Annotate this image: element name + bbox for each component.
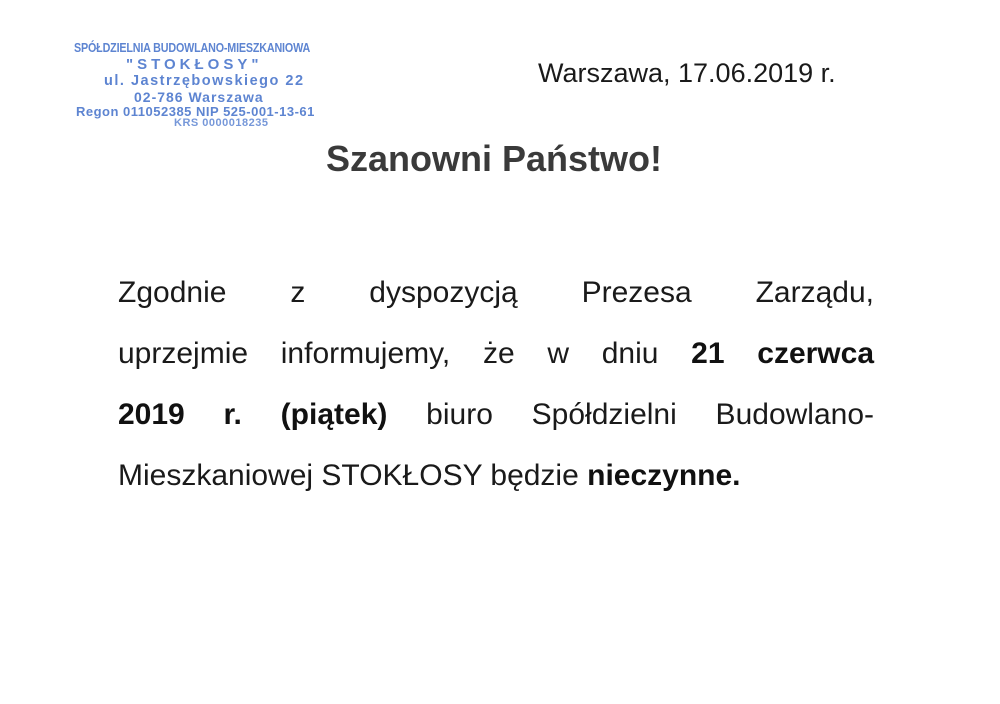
- body-line-2: [118, 323, 874, 384]
- closure-date-day: 21 czerwca: [691, 337, 875, 370]
- stamp-line-regon-nip: Regon 011052385 NIP 525-001-13-61: [76, 103, 315, 119]
- notice-body: [118, 262, 874, 506]
- body-line-1: [118, 262, 874, 323]
- body-line-4-text: Mieszkaniowej STOKŁOSY będzie: [118, 459, 588, 492]
- greeting-heading: [0, 138, 1000, 180]
- stamp-line-krs: KRS 0000018235: [174, 117, 269, 130]
- body-line-2-text: uprzejmie informujemy, że w dniu: [118, 337, 692, 370]
- stamp-line-brand: "STOKŁOSY": [126, 56, 263, 74]
- document-date: Warszawa, 17.06.2019 r.: [538, 58, 836, 88]
- stamp-line-city: 02-786 Warszawa: [134, 89, 264, 106]
- body-line-3-text: biuro Spółdzielni Budowlano-: [387, 398, 874, 431]
- greeting-text: Szanowni Państwo!: [325, 138, 663, 179]
- body-line-3: [118, 384, 874, 445]
- cooperative-stamp: [74, 42, 350, 130]
- stamp-line-street: ul. Jastrzębowskiego 22: [104, 72, 305, 89]
- stamp-line-name: SPÓŁDZIELNIA BUDOWLANO-MIESZKANIOWA: [74, 41, 311, 55]
- body-line-1-text: Zgodnie z dyspozycją Prezesa Zarządu,: [118, 276, 874, 309]
- closed-status: nieczynne.: [587, 459, 741, 492]
- closure-date-year-weekday: 2019 r. (piątek): [118, 398, 388, 431]
- body-line-4: [118, 445, 874, 506]
